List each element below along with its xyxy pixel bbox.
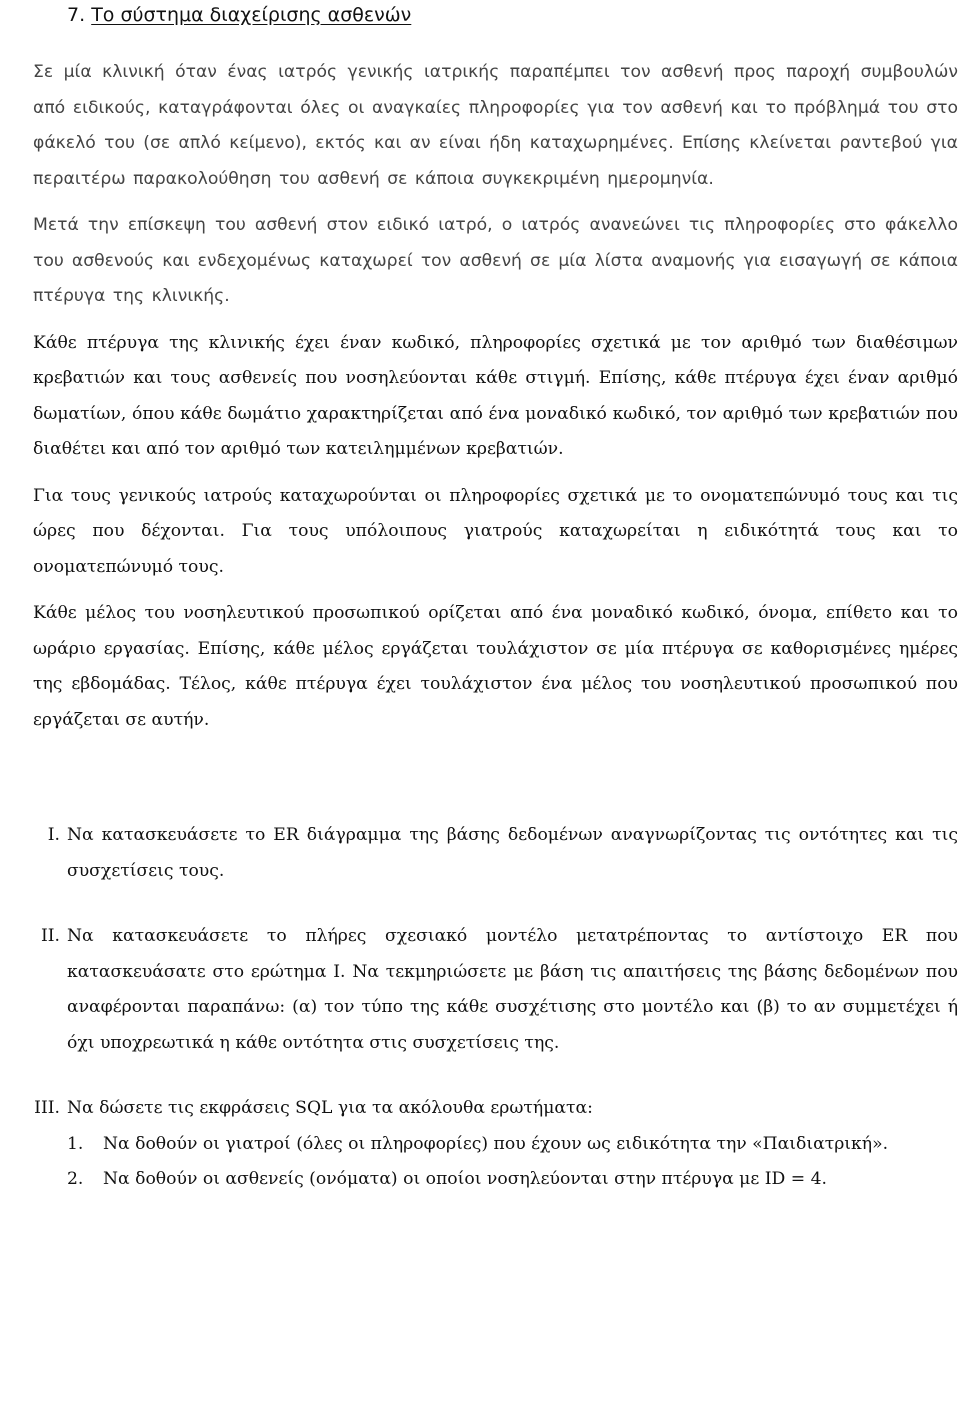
paragraph-doctors: Για τους γενικούς ιατρούς καταχωρούνται οι πληροφορίες σχετικά με το ονοματεπώνυμό τους και τις ώρες που δέχονται. Για τους υπόλοιπους γιατρούς καταχωρείται η ειδικότητά τους και το ονοματεπώνυμό τους. (33, 485, 958, 577)
section-number: 7. (67, 4, 86, 26)
question-text: Να κατασκευάσετε το ER διάγραμμα της βάσης δεδομένων αναγνωρίζοντας τις οντότητες και τις συσχετίσεις τους. (67, 825, 958, 881)
subitem-number: 2. (67, 1169, 84, 1189)
subitem-text: Να δοθούν οι ασθενείς (ονόματα) οι οποίοι νοσηλεύονται στην πτέρυγα με ID = 4. (103, 1169, 827, 1189)
section-title: Το σύστημα διαχείρισης ασθενών (91, 4, 412, 26)
paragraph-nursing-staff: Κάθε μέλος του νοσηλευτικού προσωπικού ορίζεται από ένα μοναδικό κωδικό, όνομα, επίθετο και το ωράριο εργασίας. Επίσης, κάθε μέλος εργάζεται τουλάχιστον σε μία πτέρυγα σε καθορισμένες ημέρες της εβδομάδας. Τέλος, κάθε πτέρυγα έχει τουλάχιστον ένα μέλος του νοσηλευτικού προσωπικού που εργάζεται σε αυτήν. (33, 603, 958, 730)
question-item (33, 818, 958, 889)
question-item (33, 1091, 958, 1198)
question-number: II. (40, 926, 60, 946)
question-item (33, 919, 958, 1061)
question-list (33, 818, 958, 1198)
section-heading (33, 0, 958, 30)
sql-subitem (67, 1127, 958, 1163)
paragraph-referral: Σε μία κλινική όταν ένας ιατρός γενικής ιατρικής παραπέμπει τον ασθενή προς παροχή συμβουλών από ειδικούς, καταγράφονται όλες οι αναγκαίες πληροφορίες για τον ασθενή και το πρόβλημά του στο φάκελό του (σε απλό κείμενο), εκτός και αν είναι ήδη καταχωρημένες. Επίσης κλείνεται ραντεβού για περαιτέρω παρακολούθηση του ασθενή σε κάποια συγκεκριμένη ημερομηνία. (33, 62, 958, 189)
document-page (33, 0, 958, 1198)
question-number: III. (34, 1098, 60, 1118)
paragraph-specialist-visit: Μετά την επίσκεψη του ασθενή στον ειδικό ιατρό, ο ιατρός ανανεώνει τις πληροφορίες στο φάκελλο του ασθενούς και ενδεχομένως καταχωρεί τον ασθενή σε μία λίστα αναμονής για εισαγωγή σε κάποια πτέρυγα της κλινικής. (33, 215, 958, 306)
question-text: Να κατασκευάσετε το πλήρες σχεσιακό μοντέλο μετατρέποντας το αντίστοιχο ER που κατασκευάσατε στο ερώτημα I. Να τεκμηριώσετε με βάση τις απαιτήσεις της βάσης δεδομένων που αναφέρονται παραπάνω: (α) τον τύπο της κάθε συσχέτισης στο μοντέλο και (β) το αν συμμετέχει ή όχι υποχρεωτικά η κάθε οντότητα στις συσχετίσεις της. (67, 926, 958, 1053)
sql-subitem (67, 1162, 958, 1198)
paragraph-wards: Κάθε πτέρυγα της κλινικής έχει έναν κωδικό, πληροφορίες σχετικά με τον αριθμό των διαθέσιμων κρεβατιών και τους ασθενείς που νοσηλεύονται κάθε στιγμή. Επίσης, κάθε πτέρυγα έχει έναν αριθμό δωματίων, όπου κάθε δωμάτιο χαρακτηρίζεται από ένα μοναδικό κωδικό, τον αριθμό των κρεβατιών που διαθέτει και από τον αριθμό των κατειλημμένων κρεβατιών. (33, 332, 958, 459)
subitem-text: Να δοθούν οι γιατροί (όλες οι πληροφορίες) που έχουν ως ειδικότητα την «Παιδιατρική». (103, 1133, 889, 1154)
question-text: Να δώσετε τις εκφράσεις SQL για τα ακόλουθα ερωτήματα: (67, 1098, 593, 1118)
question-number: I. (47, 825, 60, 845)
subitem-number: 1. (67, 1133, 84, 1154)
